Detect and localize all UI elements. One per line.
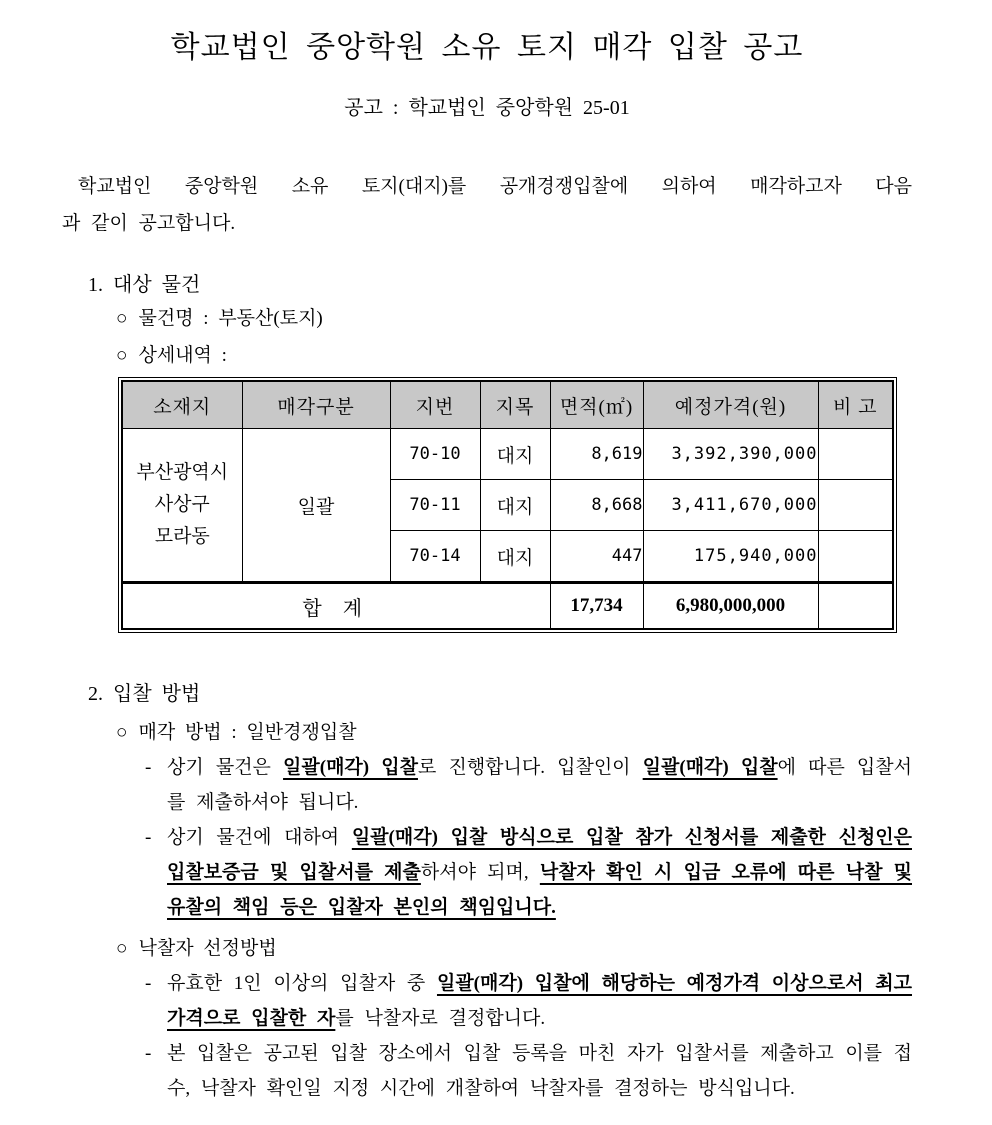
- header-location: 소재지: [122, 381, 242, 429]
- location-line: 모라동: [154, 526, 210, 547]
- bid-rule-text: [167, 820, 912, 925]
- text-segment: 하셔야 되며,: [420, 862, 540, 883]
- header-land-category: 지목: [480, 381, 550, 429]
- note-cell: [818, 531, 893, 583]
- detail-item: [116, 337, 912, 374]
- circle-bullet-icon: ○: [116, 722, 128, 743]
- area-cell: 447: [550, 531, 643, 583]
- winner-selection-text: 낙찰자 선정방법: [138, 938, 277, 959]
- text-segment: 일괄(매각) 입찰: [642, 757, 778, 778]
- table-row: [122, 429, 893, 480]
- winner-rule-item: [145, 966, 912, 1036]
- note-cell: [818, 429, 893, 480]
- total-row: [122, 583, 893, 630]
- lot-number-cell: 70-11: [390, 480, 480, 531]
- header-lot-number: 지번: [390, 381, 480, 429]
- text-segment: 본 입찰은 공고된 입찰 장소에서 입찰 등록을 마친 자가 입찰서를 제출하고 이를 접수, 낙찰자 확인일 지정 시간에 개찰하여 낙찰자를 결정하는 방식입니다.: [167, 1043, 912, 1099]
- header-sale-type: 매각구분: [242, 381, 390, 429]
- detail-text: 상세내역 :: [138, 345, 227, 366]
- land-category-cell: 대지: [480, 480, 550, 531]
- text-segment: 를 낙찰자로 결정합니다.: [335, 1008, 546, 1029]
- price-cell: 175,940,000: [643, 531, 818, 583]
- winner-rule-text: [167, 1036, 912, 1106]
- dash-bullet-icon: -: [145, 757, 152, 778]
- sale-method-text: 매각 방법 : 일반경쟁입찰: [138, 722, 357, 743]
- dash-bullet-icon: -: [145, 827, 152, 848]
- circle-bullet-icon: ○: [116, 345, 128, 366]
- area-cell: 8,619: [550, 429, 643, 480]
- note-cell: [818, 480, 893, 531]
- page-title: 학교법인 중앙학원 소유 토지 매각 입찰 공고: [170, 31, 804, 64]
- circle-bullet-icon: ○: [116, 308, 128, 329]
- page-subtitle: 공고 : 학교법인 중앙학원 25-01: [344, 97, 630, 119]
- text-segment: 상기 물건은: [167, 757, 284, 778]
- intro-line: 과 같이 공고합니다.: [62, 213, 236, 234]
- lot-number-cell: 70-14: [390, 531, 480, 583]
- text-segment: 일괄(매각) 입찰 방식으로 입찰 참가 신청서를 제출한 신청인은 입찰보증금 및 입찰서를 제출: [167, 827, 912, 883]
- property-name-text: 물건명 : 부동산(토지): [138, 308, 323, 329]
- price-cell: 3,411,670,000: [643, 480, 818, 531]
- price-cell: 3,392,390,000: [643, 429, 818, 480]
- property-table-frame: [118, 377, 897, 633]
- bid-rule-item: [145, 820, 912, 925]
- location-cell: [122, 429, 242, 583]
- section-2-heading: 2. 입찰 방법: [88, 683, 201, 705]
- lot-number-cell: 70-10: [390, 429, 480, 480]
- text-segment: 유효한 1인 이상의 입찰자 중: [167, 973, 437, 994]
- area-cell: 8,668: [550, 480, 643, 531]
- text-segment: 일괄(매각) 입찰: [283, 757, 418, 778]
- text-segment: 로 진행합니다. 입찰인이: [417, 757, 643, 778]
- section-2: [62, 679, 912, 1106]
- total-price-cell: 6,980,000,000: [643, 583, 818, 630]
- bid-rule-item: [145, 750, 912, 820]
- winner-rule-item: [145, 1036, 912, 1106]
- dash-bullet-icon: -: [145, 1043, 152, 1064]
- header-note: 비 고: [818, 381, 893, 429]
- winner-selection-item: [116, 931, 912, 966]
- text-segment: 일괄(매각) 입찰에 해당하는 예정가격 이상으로서 최고가격으로 입찰한 자: [167, 973, 912, 1029]
- total-label-cell: 합 계: [122, 583, 550, 630]
- location-line: 사상구: [154, 494, 210, 515]
- intro-line: 학교법인 중앙학원 소유 토지(대지)를 공개경쟁입찰에 의하여 매각하고자 다음: [78, 176, 912, 197]
- property-name-item: [116, 300, 912, 337]
- section-1-heading: 1. 대상 물건: [88, 274, 201, 296]
- sale-type-cell: 일괄: [242, 429, 390, 583]
- text-segment: 낙찰자 확인 시 입금 오류에 따른 낙찰 및 유찰의 책임 등은 입찰자 본인의 책임입니다.: [167, 862, 912, 918]
- text-segment: 상기 물건에 대하여: [167, 827, 352, 848]
- table-header-row: [122, 381, 893, 429]
- land-category-cell: 대지: [480, 429, 550, 480]
- header-area: 면적(㎡): [550, 381, 643, 429]
- intro-paragraph: [62, 168, 912, 242]
- total-note-cell: [818, 583, 893, 630]
- property-table: [121, 380, 894, 630]
- bid-rule-text: [167, 750, 912, 820]
- winner-rule-text: [167, 966, 912, 1036]
- dash-bullet-icon: -: [145, 973, 152, 994]
- header-estimated-price: 예정가격(원): [643, 381, 818, 429]
- land-category-cell: 대지: [480, 531, 550, 583]
- sale-method-item: [116, 715, 912, 750]
- total-area-cell: 17,734: [550, 583, 643, 630]
- circle-bullet-icon: ○: [116, 938, 128, 959]
- location-line: 부산광역시: [136, 462, 229, 483]
- text-segment: 에 따른 입찰서를 제출하셔야 됩니다.: [167, 757, 912, 813]
